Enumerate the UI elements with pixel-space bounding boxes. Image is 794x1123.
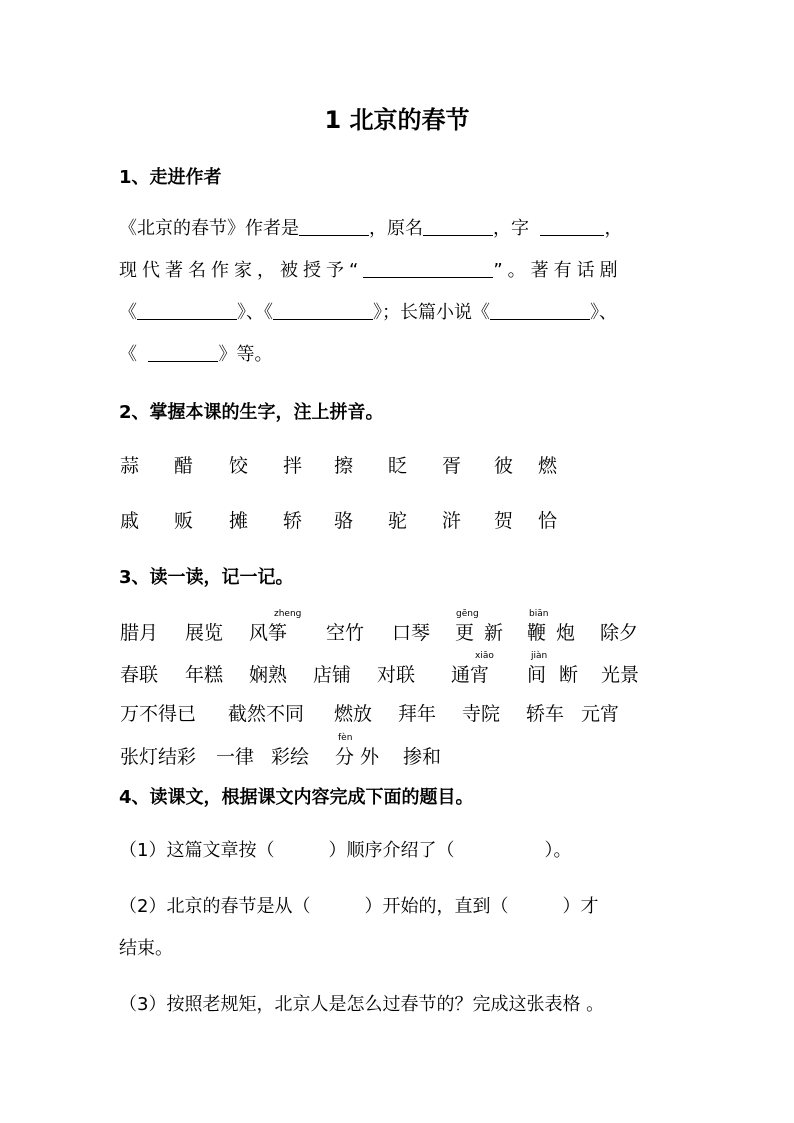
vocab-word: 娴熟 bbox=[249, 664, 288, 686]
char-item: 贺 bbox=[494, 510, 514, 532]
author-line-4 bbox=[119, 334, 689, 376]
vocab-word: 空竹 bbox=[326, 622, 365, 644]
question-1: （1）这篇文章按（ ）顺序介绍了（ ）。 bbox=[119, 840, 572, 861]
vocab-word: 寺院 bbox=[462, 703, 501, 725]
char-item: 蒜 bbox=[120, 455, 140, 477]
vocab-word: 风筝 bbox=[249, 622, 288, 644]
bracket: 》、《 bbox=[237, 302, 273, 323]
blank-novel-1 bbox=[490, 299, 590, 320]
vocab-word: 断 bbox=[559, 664, 579, 686]
vocab-word: 轿车 bbox=[526, 703, 565, 725]
vocab-word: 腊月 bbox=[120, 622, 159, 644]
vocab-word: 更 bbox=[455, 622, 475, 644]
blank-play-1 bbox=[137, 299, 237, 320]
author-line-2 bbox=[119, 250, 689, 292]
char-item: 彼 bbox=[494, 455, 514, 477]
pinyin-annotation: jiàn bbox=[531, 651, 548, 661]
char-item: 醋 bbox=[174, 455, 194, 477]
vocab-word: 口琴 bbox=[392, 622, 431, 644]
char-item: 贩 bbox=[174, 510, 194, 532]
vocab-word: 店铺 bbox=[313, 664, 352, 686]
char-item: 擦 bbox=[334, 455, 354, 477]
char-item: 胥 bbox=[442, 455, 462, 477]
author-line-3 bbox=[119, 292, 689, 334]
etc-text: 》等。 bbox=[218, 344, 273, 365]
plays-text: ”。著有话剧 bbox=[493, 260, 623, 281]
vocab-word: 对联 bbox=[377, 664, 416, 686]
vocab-word: 一律 bbox=[216, 746, 255, 768]
blank-play-2 bbox=[273, 299, 373, 320]
blank-original-name bbox=[423, 215, 493, 236]
section1-heading: 1、走进作者 bbox=[119, 167, 222, 188]
blank-author bbox=[299, 215, 369, 236]
vocab-word: 新 bbox=[484, 622, 504, 644]
page-title: 1 北京的春节 bbox=[324, 106, 470, 134]
novels-text: 》；长篇小说《 bbox=[373, 302, 490, 323]
author-paragraph bbox=[119, 208, 689, 376]
char-item: 饺 bbox=[229, 455, 249, 477]
vocab-word: 掺和 bbox=[403, 746, 442, 768]
vocab-word: 间 bbox=[527, 664, 547, 686]
char-item: 轿 bbox=[283, 510, 303, 532]
vocab-word: 展览 bbox=[185, 622, 224, 644]
bracket: 》、 bbox=[590, 302, 617, 323]
vocab-word: 光景 bbox=[601, 664, 640, 686]
vocab-word: 张灯结彩 bbox=[120, 746, 197, 768]
char-item: 恰 bbox=[538, 510, 558, 532]
bracket: 《 bbox=[119, 344, 137, 365]
blank-courtesy-name bbox=[540, 215, 604, 236]
char-item: 拌 bbox=[283, 455, 303, 477]
char-item: 驼 bbox=[388, 510, 408, 532]
char-item: 戚 bbox=[120, 510, 140, 532]
author-line-1 bbox=[119, 208, 689, 250]
section3-heading: 3、读一读，记一记。 bbox=[119, 567, 294, 588]
char-item: 浒 bbox=[442, 510, 462, 532]
bracket: 《 bbox=[119, 302, 137, 323]
author-text: 《北京的春节》作者是 bbox=[119, 218, 299, 239]
pinyin-annotation: biān bbox=[529, 609, 549, 619]
vocab-word: 万不得已 bbox=[120, 703, 197, 725]
vocab-word: 通宵 bbox=[451, 664, 490, 686]
vocab-word: 鞭 bbox=[527, 622, 547, 644]
comma: ， bbox=[604, 218, 623, 239]
title-awarded-text: 现代著名作家，被授予“ bbox=[119, 260, 364, 281]
question-2: （2）北京的春节是从（ ）开始的，直到（ ）才 bbox=[119, 896, 599, 917]
vocab-word: 年糕 bbox=[185, 664, 224, 686]
blank-novel-2 bbox=[148, 341, 218, 362]
pinyin-annotation: gēng bbox=[456, 609, 479, 619]
char-item: 眨 bbox=[388, 455, 408, 477]
pinyin-annotation: xiāo bbox=[475, 651, 494, 661]
vocab-word: 春联 bbox=[120, 664, 159, 686]
vocab-word: 截然不同 bbox=[228, 703, 305, 725]
char-item: 骆 bbox=[334, 510, 354, 532]
question-3: （3）按照老规矩，北京人是怎么过春节的？完成这张表格 。 bbox=[119, 994, 605, 1015]
question-2-continued: 结束。 bbox=[119, 938, 173, 959]
vocab-word: 拜年 bbox=[398, 703, 437, 725]
blank-honorary-title bbox=[363, 257, 493, 278]
vocab-word: 分 bbox=[335, 746, 355, 768]
section2-heading: 2、掌握本课的生字，注上拼音。 bbox=[119, 402, 384, 423]
vocab-word: 除夕 bbox=[600, 622, 639, 644]
original-name-label: ，原名 bbox=[369, 218, 423, 239]
vocab-word: 彩绘 bbox=[271, 746, 310, 768]
pinyin-annotation: fèn bbox=[338, 733, 353, 743]
pinyin-annotation: zheng bbox=[274, 609, 302, 619]
char-item: 燃 bbox=[538, 455, 558, 477]
char-item: 摊 bbox=[229, 510, 249, 532]
courtesy-name-label: ，字 bbox=[493, 218, 529, 239]
vocab-word: 元宵 bbox=[581, 703, 620, 725]
vocab-word: 燃放 bbox=[334, 703, 373, 725]
vocab-word: 外 bbox=[360, 746, 380, 768]
section4-heading: 4、读课文，根据课文内容完成下面的题目。 bbox=[119, 787, 474, 808]
vocab-word: 炮 bbox=[556, 622, 576, 644]
